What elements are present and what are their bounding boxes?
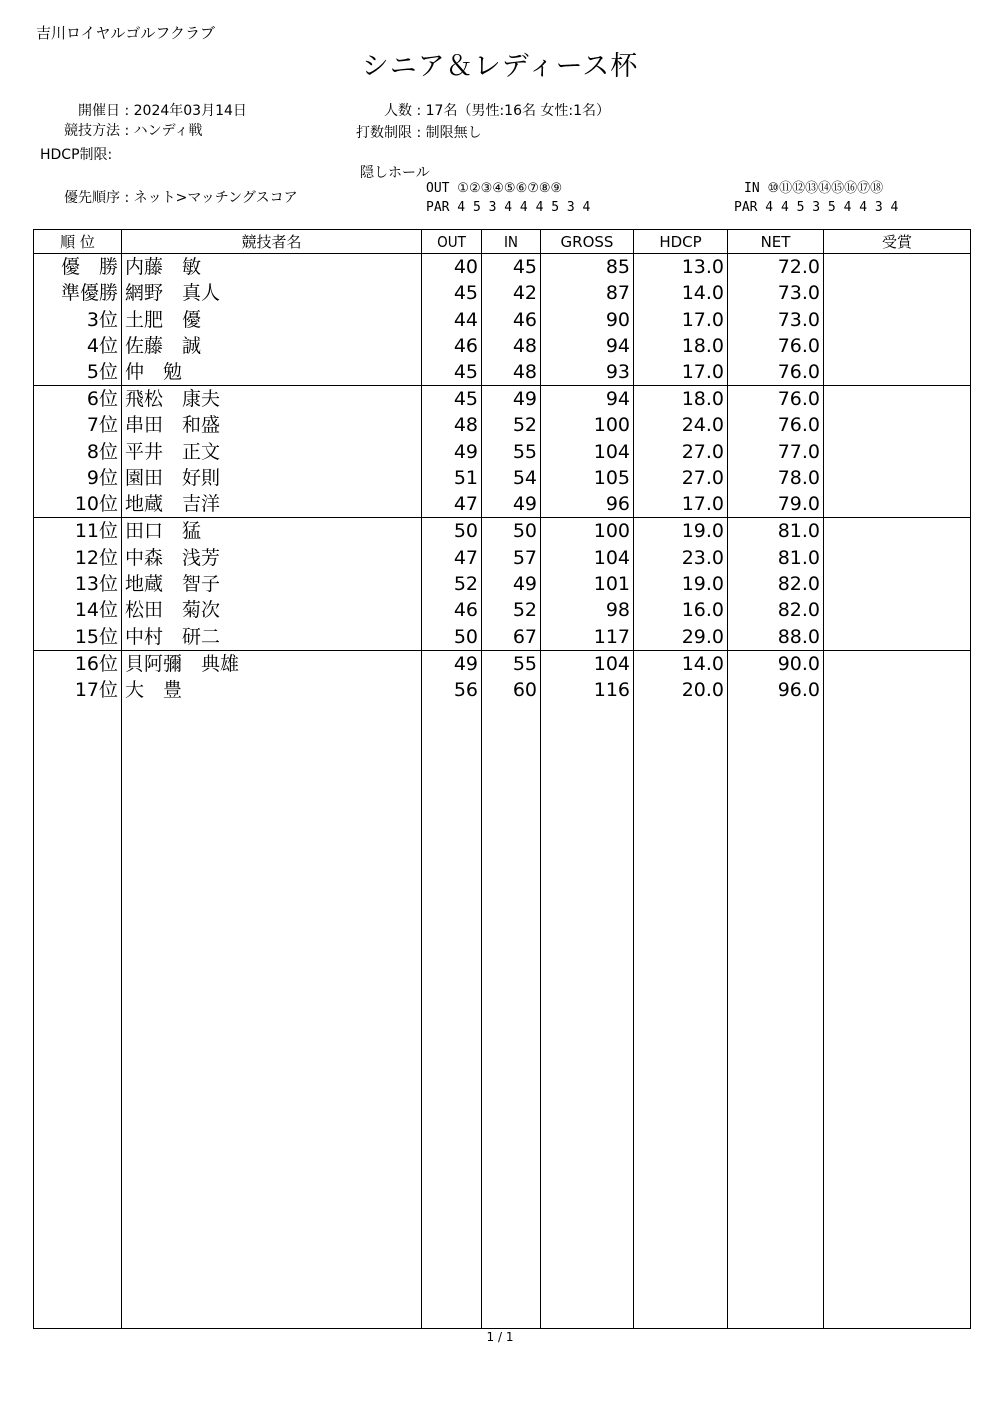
- cell-award: [824, 254, 971, 281]
- cell-name: 内藤 敏: [122, 254, 422, 281]
- cell-name: 大 豊: [122, 677, 422, 703]
- cell-award: [824, 677, 971, 703]
- cell-award: [824, 412, 971, 438]
- cell-out: 47: [422, 544, 482, 570]
- col-header-rank: 順 位: [34, 230, 122, 254]
- date-value: 2024年03月14日: [133, 103, 247, 119]
- cell-hdcp: 17.0: [634, 359, 728, 386]
- cell-name: 中村 研二: [122, 624, 422, 651]
- cell-out: 46: [422, 597, 482, 623]
- table-row: [34, 650, 971, 677]
- cell-in: 52: [482, 412, 541, 438]
- cell-gross: 94: [541, 386, 634, 413]
- cell-award: [824, 571, 971, 597]
- cell-hdcp: 27.0: [634, 439, 728, 465]
- cell-out: 45: [422, 280, 482, 306]
- cell-award: [824, 439, 971, 465]
- cell-gross: 101: [541, 571, 634, 597]
- cell-net: 76.0: [728, 359, 824, 386]
- cell-hdcp: 27.0: [634, 465, 728, 491]
- cell-out: 45: [422, 386, 482, 413]
- cell-name: 貝阿彌 典雄: [122, 650, 422, 677]
- table-header-row: [34, 230, 971, 254]
- cell-name: 平井 正文: [122, 439, 422, 465]
- cell-gross: 105: [541, 465, 634, 491]
- table-row: [34, 597, 971, 623]
- cell-gross: 98: [541, 597, 634, 623]
- info-count: 人数 : 17名（男性:16名 女性:1名）: [320, 100, 610, 120]
- cell-net: 78.0: [728, 465, 824, 491]
- stroke-limit-label: 打数制限: [356, 125, 412, 141]
- cell-in: 42: [482, 280, 541, 306]
- results-table: [33, 229, 971, 1329]
- cell-in: 49: [482, 386, 541, 413]
- cell-out: 46: [422, 333, 482, 359]
- cell-award: [824, 518, 971, 545]
- cell-out: 48: [422, 412, 482, 438]
- cell-gross: 93: [541, 359, 634, 386]
- table-row: [34, 359, 971, 386]
- cell-gross: 104: [541, 544, 634, 570]
- stroke-limit-value: 制限無し: [425, 125, 482, 141]
- cell-hdcp: 20.0: [634, 677, 728, 703]
- empty-cell: [34, 703, 122, 1329]
- cell-rank: 17位: [34, 677, 122, 703]
- cell-gross: 94: [541, 333, 634, 359]
- cell-in: 46: [482, 306, 541, 332]
- cell-award: [824, 650, 971, 677]
- out-holes-line: OUT ①②③④⑤⑥⑦⑧⑨: [426, 181, 563, 196]
- cell-rank: 12位: [34, 544, 122, 570]
- cell-hdcp: 17.0: [634, 306, 728, 332]
- cell-award: [824, 280, 971, 306]
- table-filler-row: [34, 703, 971, 1329]
- cell-name: 園田 好則: [122, 465, 422, 491]
- cell-gross: 87: [541, 280, 634, 306]
- cell-award: [824, 359, 971, 386]
- cell-rank: 5位: [34, 359, 122, 386]
- table-row: [34, 571, 971, 597]
- cell-name: 串田 和盛: [122, 412, 422, 438]
- table-row: [34, 412, 971, 438]
- cell-hdcp: 18.0: [634, 386, 728, 413]
- cell-hdcp: 24.0: [634, 412, 728, 438]
- cell-hdcp: 19.0: [634, 571, 728, 597]
- empty-cell: [541, 703, 634, 1329]
- cell-net: 76.0: [728, 386, 824, 413]
- cell-hdcp: 17.0: [634, 491, 728, 518]
- cell-name: 地蔵 吉洋: [122, 491, 422, 518]
- cell-hdcp: 14.0: [634, 650, 728, 677]
- cell-rank: 13位: [34, 571, 122, 597]
- cell-in: 55: [482, 650, 541, 677]
- cell-net: 81.0: [728, 544, 824, 570]
- table-row: [34, 386, 971, 413]
- cell-rank: 7位: [34, 412, 122, 438]
- table-row: [34, 491, 971, 518]
- cell-out: 50: [422, 518, 482, 545]
- table-row: [34, 254, 971, 281]
- info-priority: 優先順序 : ネット>マッチングスコア: [40, 187, 298, 207]
- cell-in: 54: [482, 465, 541, 491]
- cell-net: 79.0: [728, 491, 824, 518]
- cell-name: 網野 真人: [122, 280, 422, 306]
- cell-in: 67: [482, 624, 541, 651]
- col-header-award: 受賞: [824, 230, 971, 254]
- info-stroke-limit: 打数制限 : 制限無し: [320, 122, 482, 142]
- col-header-out: OUT: [422, 230, 482, 254]
- cell-out: 50: [422, 624, 482, 651]
- cell-in: 55: [482, 439, 541, 465]
- col-header-hdcp: HDCP: [634, 230, 728, 254]
- cell-rank: 6位: [34, 386, 122, 413]
- col-header-in: IN: [482, 230, 541, 254]
- cell-net: 73.0: [728, 306, 824, 332]
- cell-rank: 優 勝: [34, 254, 122, 281]
- cell-rank: 3位: [34, 306, 122, 332]
- in-holes-line: IN ⑩⑪⑫⑬⑭⑮⑯⑰⑱: [744, 181, 884, 196]
- cell-rank: 11位: [34, 518, 122, 545]
- hdcp-limit-label: HDCP制限: [40, 147, 108, 163]
- cell-out: 56: [422, 677, 482, 703]
- empty-cell: [728, 703, 824, 1329]
- cell-net: 88.0: [728, 624, 824, 651]
- cell-gross: 117: [541, 624, 634, 651]
- date-label: 開催日: [78, 103, 120, 119]
- info-method: 競技方法 : ハンディ戦: [40, 120, 203, 140]
- cell-out: 40: [422, 254, 482, 281]
- cell-rank: 準優勝: [34, 280, 122, 306]
- cell-name: 仲 勉: [122, 359, 422, 386]
- empty-cell: [824, 703, 971, 1329]
- cell-award: [824, 333, 971, 359]
- cell-name: 佐藤 誠: [122, 333, 422, 359]
- table-row: [34, 333, 971, 359]
- table-row: [34, 624, 971, 651]
- cell-name: 田口 猛: [122, 518, 422, 545]
- method-value: ハンディ戦: [133, 123, 203, 139]
- col-header-gross: GROSS: [541, 230, 634, 254]
- cell-net: 82.0: [728, 597, 824, 623]
- cell-net: 77.0: [728, 439, 824, 465]
- table-row: [34, 465, 971, 491]
- cell-net: 72.0: [728, 254, 824, 281]
- cell-award: [824, 597, 971, 623]
- info-date: 開催日 : 2024年03月14日: [40, 100, 247, 120]
- cell-award: [824, 624, 971, 651]
- cell-out: 49: [422, 439, 482, 465]
- cell-hdcp: 14.0: [634, 280, 728, 306]
- cell-name: 松田 菊次: [122, 597, 422, 623]
- cell-out: 47: [422, 491, 482, 518]
- empty-cell: [634, 703, 728, 1329]
- page-number: 1 / 1: [486, 1330, 514, 1344]
- cell-in: 49: [482, 571, 541, 597]
- info-hdcp-limit: HDCP制限:: [40, 147, 113, 163]
- hidden-holes-label: 隠しホール: [360, 165, 430, 181]
- cell-net: 90.0: [728, 650, 824, 677]
- col-header-net: NET: [728, 230, 824, 254]
- col-header-name: 競技者名: [122, 230, 422, 254]
- cell-rank: 15位: [34, 624, 122, 651]
- count-label: 人数: [384, 103, 412, 119]
- cell-rank: 4位: [34, 333, 122, 359]
- out-par-line: PAR 4 5 3 4 4 4 5 3 4: [426, 200, 591, 215]
- cell-in: 57: [482, 544, 541, 570]
- cell-in: 49: [482, 491, 541, 518]
- empty-cell: [482, 703, 541, 1329]
- count-value: 17名（男性:16名 女性:1名）: [425, 103, 611, 119]
- empty-cell: [422, 703, 482, 1329]
- cell-hdcp: 23.0: [634, 544, 728, 570]
- cell-in: 48: [482, 333, 541, 359]
- method-label: 競技方法: [64, 123, 120, 139]
- cell-out: 44: [422, 306, 482, 332]
- cell-net: 76.0: [728, 333, 824, 359]
- table-row: [34, 677, 971, 703]
- empty-cell: [122, 703, 422, 1329]
- cell-hdcp: 29.0: [634, 624, 728, 651]
- table-row: [34, 280, 971, 306]
- cell-gross: 104: [541, 439, 634, 465]
- cell-rank: 8位: [34, 439, 122, 465]
- cell-hdcp: 18.0: [634, 333, 728, 359]
- cell-name: 飛松 康夫: [122, 386, 422, 413]
- cell-gross: 85: [541, 254, 634, 281]
- cell-net: 73.0: [728, 280, 824, 306]
- cell-net: 82.0: [728, 571, 824, 597]
- cell-gross: 96: [541, 491, 634, 518]
- cell-award: [824, 491, 971, 518]
- cell-award: [824, 386, 971, 413]
- cell-out: 52: [422, 571, 482, 597]
- cell-rank: 14位: [34, 597, 122, 623]
- table-row: [34, 518, 971, 545]
- cell-in: 48: [482, 359, 541, 386]
- cell-in: 45: [482, 254, 541, 281]
- cell-gross: 100: [541, 412, 634, 438]
- cell-out: 45: [422, 359, 482, 386]
- cell-rank: 9位: [34, 465, 122, 491]
- cell-gross: 100: [541, 518, 634, 545]
- table-row: [34, 439, 971, 465]
- cell-hdcp: 19.0: [634, 518, 728, 545]
- cell-net: 76.0: [728, 412, 824, 438]
- cell-net: 81.0: [728, 518, 824, 545]
- table-row: [34, 544, 971, 570]
- cell-rank: 10位: [34, 491, 122, 518]
- cell-in: 60: [482, 677, 541, 703]
- priority-value: ネット>マッチングスコア: [133, 190, 298, 206]
- cell-name: 土肥 優: [122, 306, 422, 332]
- cell-hdcp: 13.0: [634, 254, 728, 281]
- cell-award: [824, 306, 971, 332]
- cell-name: 中森 浅芳: [122, 544, 422, 570]
- cell-out: 49: [422, 650, 482, 677]
- page-title: シニア＆レディース杯: [361, 51, 639, 82]
- cell-award: [824, 465, 971, 491]
- in-par-line: PAR 4 4 5 3 5 4 4 3 4: [734, 200, 899, 215]
- cell-gross: 116: [541, 677, 634, 703]
- table-row: [34, 306, 971, 332]
- cell-in: 52: [482, 597, 541, 623]
- cell-net: 96.0: [728, 677, 824, 703]
- cell-rank: 16位: [34, 650, 122, 677]
- cell-out: 51: [422, 465, 482, 491]
- priority-label: 優先順序: [64, 190, 120, 206]
- club-name: 吉川ロイヤルゴルフクラブ: [36, 24, 215, 42]
- cell-in: 50: [482, 518, 541, 545]
- cell-gross: 104: [541, 650, 634, 677]
- cell-award: [824, 544, 971, 570]
- cell-hdcp: 16.0: [634, 597, 728, 623]
- cell-gross: 90: [541, 306, 634, 332]
- cell-name: 地蔵 智子: [122, 571, 422, 597]
